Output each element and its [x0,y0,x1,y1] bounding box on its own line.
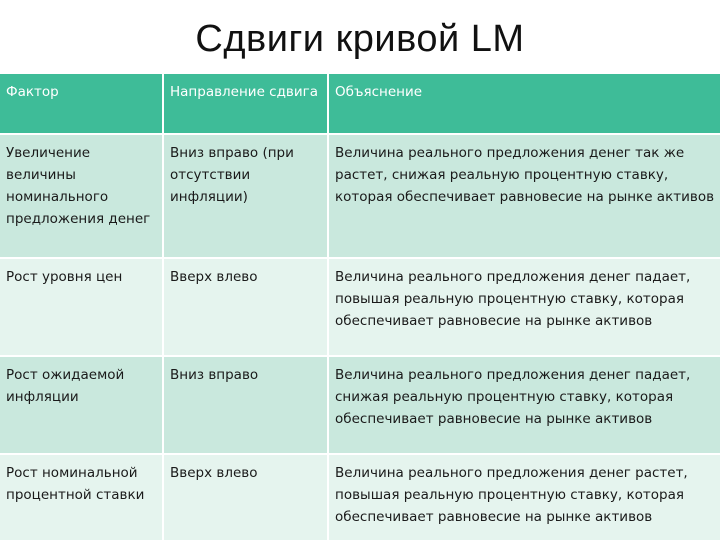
cell-explanation: Величина реального предложения денег падает, повышая реальную процентную ставку, которая обеспечивает равновесие на рынке активов [328,258,720,356]
table-row [0,134,720,258]
cell-direction: Вверх влево [163,454,328,540]
header-factor: Фактор [0,74,163,134]
cell-direction: Вниз вправо [163,356,328,454]
cell-explanation: Величина реального предложения денег растет, повышая реальную процентную ставку, которая обеспечивает равновесие на рынке активов [328,454,720,540]
header-direction: Направление сдвига [163,74,328,134]
header-explanation: Объяснение [328,74,720,134]
page-title: Сдвиги кривой LM [195,18,525,60]
cell-factor: Рост уровня цен [0,258,163,356]
lm-shift-table [0,74,720,540]
table-row [0,356,720,454]
cell-direction: Вниз вправо (при отсутствии инфляции) [163,134,328,258]
table-header-row [0,74,720,134]
cell-explanation: Величина реального предложения денег падает, снижая реальную процентную ставку, которая обеспечивает равновесие на рынке активов [328,356,720,454]
table-row [0,454,720,540]
cell-factor: Увеличение величины номинального предложения денег [0,134,163,258]
cell-factor: Рост номинальной процентной ставки [0,454,163,540]
cell-direction: Вверх влево [163,258,328,356]
cell-factor: Рост ожидаемой инфляции [0,356,163,454]
table-row [0,258,720,356]
cell-explanation: Величина реального предложения денег так же растет, снижая реальную процентную ставку, которая обеспечивает равновесие на рынке активов [328,134,720,258]
